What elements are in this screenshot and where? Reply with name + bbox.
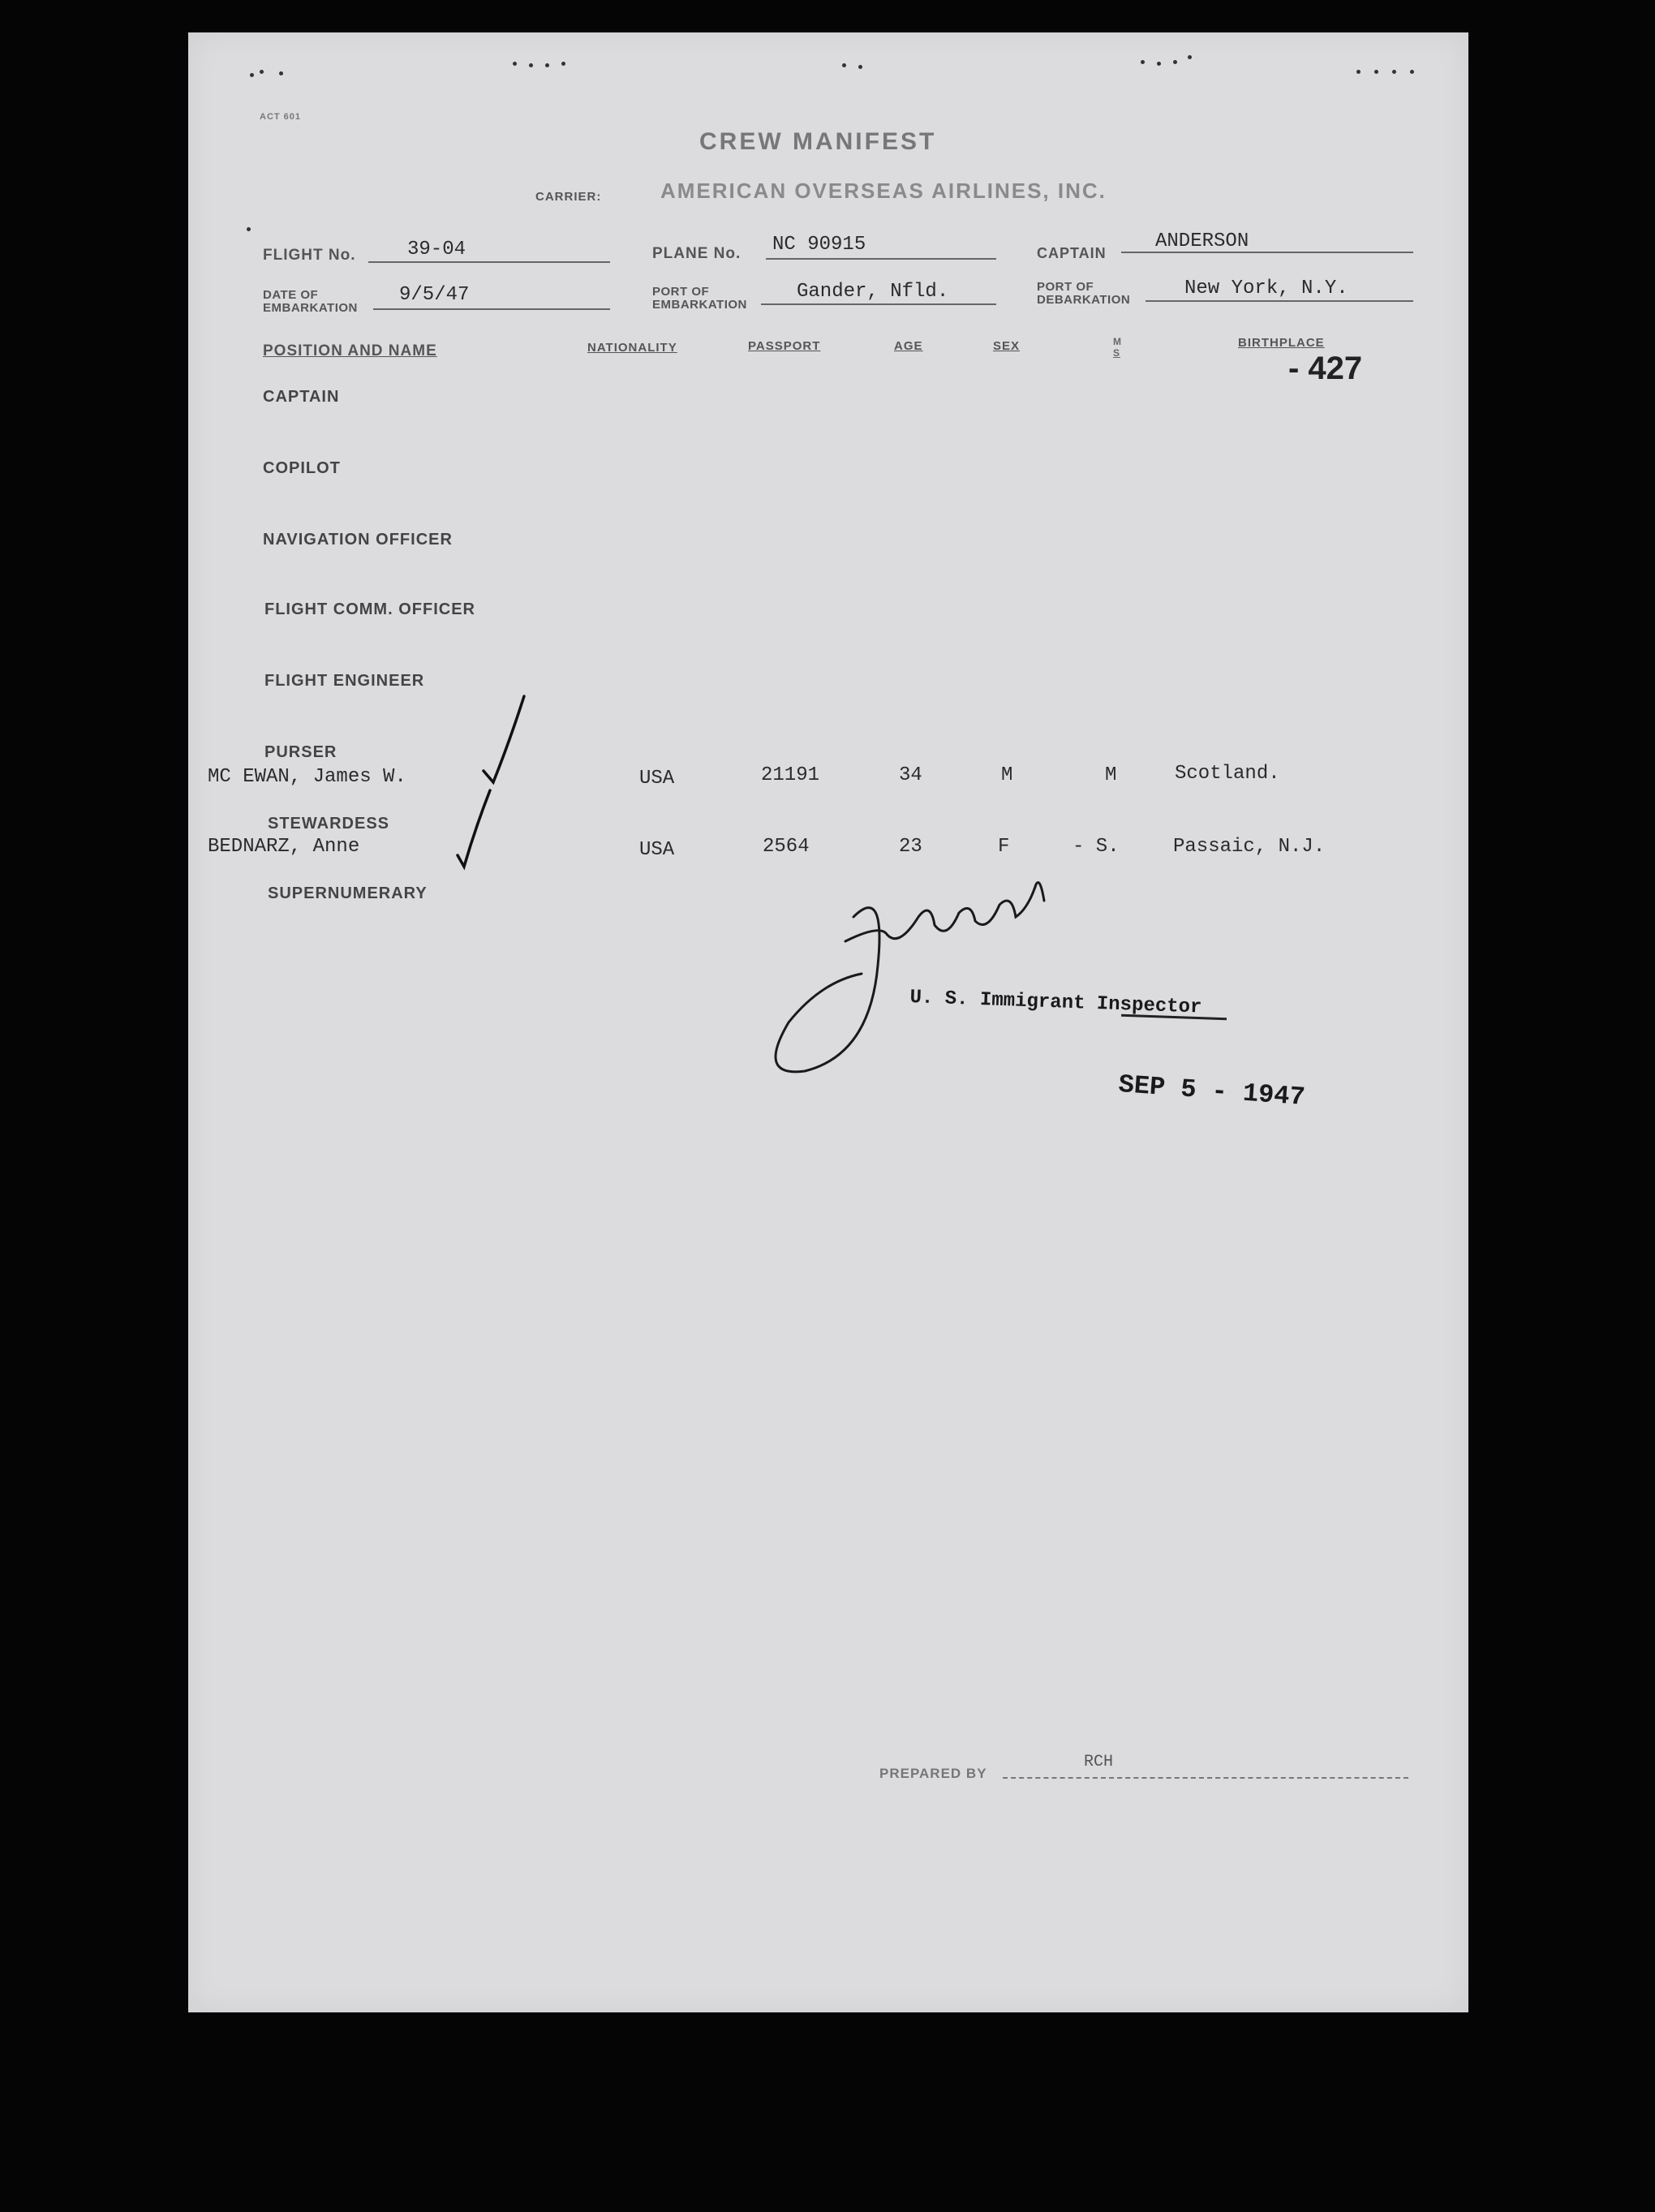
position-copilot: COPILOT (263, 459, 341, 477)
col-sex: SEX (993, 339, 1021, 353)
port-emb-label-line2: EMBARKATION (652, 298, 747, 312)
prepared-by-rule (1003, 1777, 1408, 1779)
manifest-page (188, 32, 1468, 2012)
port-emb-rule (761, 303, 996, 305)
port-deb-label-line2: DEBARKATION (1037, 293, 1131, 307)
punch-hole-dot (1392, 70, 1396, 74)
crew-nationality: USA (639, 839, 675, 861)
crew-sex: F (998, 836, 1010, 858)
col-position-and-name: POSITION AND NAME (263, 342, 437, 359)
crew-sex: M (1001, 764, 1013, 786)
position-purser: PURSER (264, 743, 337, 761)
position-stewardess: STEWARDESS (268, 815, 390, 833)
position-navigation-officer: NAVIGATION OFFICER (263, 531, 453, 549)
punch-hole-dot (1173, 60, 1177, 64)
punch-hole-dot (1141, 60, 1145, 64)
flight-rule (368, 261, 610, 263)
crew-marital: - S. (1073, 836, 1120, 858)
position-flight-engineer: FLIGHT ENGINEER (264, 672, 425, 690)
checkmark-icon (454, 787, 495, 876)
punch-hole-dot (1356, 70, 1361, 74)
port-of-embarkation: Gander, Nfld. (797, 281, 949, 303)
flight-number: 39-04 (407, 239, 466, 260)
crew-age: 23 (899, 836, 922, 858)
position-captain: CAPTAIN (263, 388, 340, 406)
col-birthplace: BIRTHPLACE (1238, 336, 1325, 350)
plane-number: NC 90915 (772, 234, 866, 256)
crew-age: 34 (899, 764, 922, 786)
punch-hole-dot (561, 62, 565, 66)
page-number: - 427 (1288, 351, 1363, 386)
stamp-date: SEP 5 - 1947 (1117, 1069, 1306, 1112)
punch-hole-dot (1410, 70, 1414, 74)
carrier-label: CARRIER: (535, 190, 602, 204)
inspector-stamp: U. S. Immigrant Inspector (909, 987, 1202, 1019)
crew-marital: M (1105, 764, 1117, 786)
date-rule (373, 308, 610, 310)
carrier-name: AMERICAN OVERSEAS AIRLINES, INC. (660, 179, 1107, 203)
port-of-debarkation: New York, N.Y. (1184, 278, 1348, 299)
prepared-by-initials: RCH (1084, 1753, 1114, 1771)
punch-hole-dot (842, 63, 846, 67)
col-marital-m: M (1113, 336, 1122, 347)
signature-icon (756, 868, 1081, 1087)
punch-hole-dot (1157, 62, 1161, 66)
punch-hole-dot (1188, 55, 1192, 59)
punch-hole-dot (513, 62, 517, 66)
punch-hole-dot (1374, 70, 1378, 74)
plane-rule (766, 258, 996, 260)
col-nationality: NATIONALITY (587, 341, 677, 355)
embarkation-date: 9/5/47 (399, 284, 470, 306)
punch-hole-dot (529, 63, 533, 67)
punch-hole-dot (250, 73, 254, 77)
port-deb-label-line1: PORT OF (1037, 280, 1094, 294)
crew-name: MC EWAN, James W. (208, 766, 406, 788)
punch-hole-dot (545, 63, 549, 67)
form-number: ACT 601 (260, 112, 302, 122)
captain-name: ANDERSON (1155, 230, 1249, 252)
date-label-line2: EMBARKATION (263, 301, 358, 315)
captain-label: CAPTAIN (1037, 245, 1107, 261)
flight-label: FLIGHT No. (263, 247, 356, 264)
punch-hole-dot (260, 70, 264, 74)
checkmark-icon (480, 693, 529, 798)
port-deb-rule (1146, 300, 1413, 302)
document-title: CREW MANIFEST (699, 128, 937, 155)
port-emb-label-line1: PORT OF (652, 285, 710, 299)
col-age: AGE (894, 339, 923, 353)
plane-label: PLANE No. (652, 245, 742, 262)
crew-passport: 2564 (763, 836, 810, 858)
date-label-line1: DATE OF (263, 288, 319, 302)
crew-passport: 21191 (761, 764, 820, 786)
prepared-by-label: PREPARED BY (879, 1766, 987, 1781)
position-flight-comm-officer: FLIGHT COMM. OFFICER (264, 600, 475, 618)
crew-name: BEDNARZ, Anne (208, 836, 360, 858)
col-marital-s: S (1113, 347, 1121, 359)
punch-hole-dot (279, 71, 283, 75)
punch-hole-dot (858, 65, 862, 69)
crew-birthplace: Scotland. (1175, 763, 1280, 785)
position-supernumerary: SUPERNUMERARY (268, 884, 428, 902)
punch-hole-dot (247, 227, 251, 231)
col-passport: PASSPORT (748, 339, 821, 353)
crew-birthplace: Passaic, N.J. (1173, 836, 1326, 858)
crew-nationality: USA (639, 768, 675, 790)
